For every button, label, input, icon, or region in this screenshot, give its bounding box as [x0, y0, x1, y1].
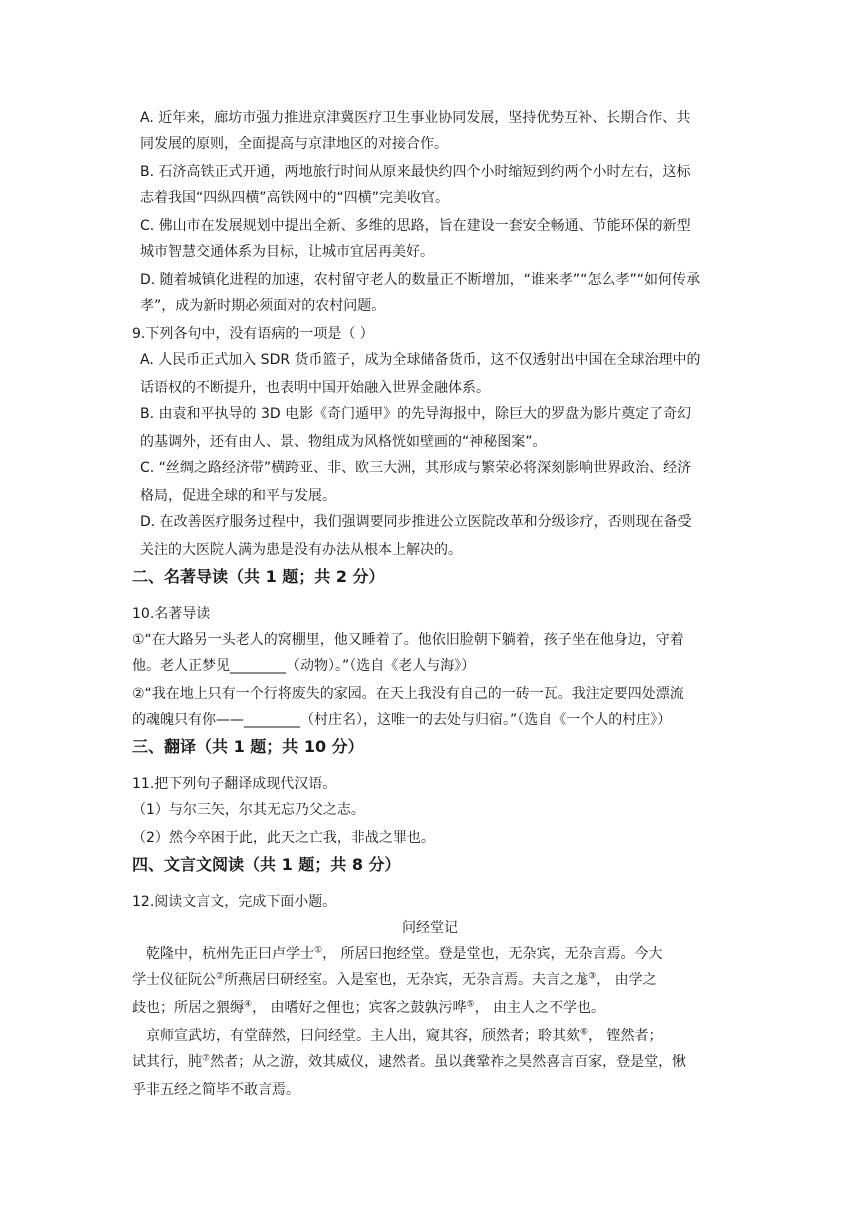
- q9-option-d-line2: 关注的大医院人满为患是没有办法从根本上解决的。: [140, 542, 462, 558]
- q8-option-c-line2: 城市智慧交通体系为目标，让城市宜居再美好。: [140, 244, 434, 260]
- footnote-marker-3: ③: [588, 971, 597, 982]
- passage-p2-line1: [146, 1026, 663, 1046]
- q8-option-b-line1: B. 石济高铁正式开通，两地旅行时间从原来最快约四个小时缩短到约两个小时左右，这标: [140, 164, 691, 180]
- footnote-marker-5: ⑤: [466, 999, 475, 1010]
- passage-p1-line1: [146, 944, 663, 964]
- passage-text: ， 铿然者；: [588, 1028, 663, 1044]
- q9-option-c-line1: C. “丝绸之路经济带”横跨亚、非、欧三大洲，其形成与繁荣必将深刻影响世界政治、经济: [140, 460, 692, 476]
- passage-text: ， 所居曰抱经堂。登是堂也，无杂宾，无杂言焉。今大: [322, 946, 663, 962]
- q9-option-c-line2: 格局，促进全球的和平与发展。: [140, 488, 336, 504]
- section-heading-2: 二、名著导读（共 1 题；共 2 分）: [132, 567, 385, 586]
- q9-option-b-line1: B. 由袁和平执导的 3D 电影《奇门遁甲》的先导海报中，除巨大的罗盘为影片奠定了奇幻: [140, 406, 692, 422]
- passage-title: 问经堂记: [402, 920, 458, 936]
- passage-text: ， 由学之: [596, 972, 657, 988]
- passage-text: ， 由主人之不学也。: [474, 1000, 606, 1016]
- passage-text: 乾隆中，杭州先正曰卢学士: [146, 946, 314, 962]
- footnote-marker-7: ⑦: [202, 1053, 211, 1064]
- q9-option-a-line2: 话语权的不断提升，也表明中国开始融入世界金融体系。: [140, 380, 490, 396]
- q11-stem: 11.把下列句子翻译成现代汉语。: [132, 776, 337, 792]
- q10-item2-line1: ②“我在地上只有一个行将废失的家园。在天上我没有自己的一砖一瓦。我注定要四处漂流: [132, 686, 684, 702]
- q9-option-b-line2: 的基调外，还有由人、景、物组成为风格恍如壁画的“神秘图案”。: [140, 434, 547, 450]
- section-heading-4: 四、文言文阅读（共 1 题；共 8 分）: [132, 855, 401, 874]
- q9-option-d-line1: D. 在改善医疗服务过程中，我们强调要同步推进公立医院改革和分级诊疗，否则现在备受: [140, 514, 692, 530]
- footnote-marker-2: ②: [216, 971, 225, 982]
- q11-sentence-2: （2）然今卒困于此，此天之亡我，非战之罪也。: [132, 830, 435, 846]
- footnote-marker-6: ⑥: [580, 1027, 589, 1038]
- passage-text: 歧也；所居之猥缛: [132, 1000, 244, 1016]
- q8-option-b-line2: 志着我国“四纵四横”高铁网中的“四横”完美收官。: [140, 190, 450, 206]
- q9-option-a-line1: A. 人民币正式加入 SDR 货币篮子，成为全球储备货币，这不仅透射出中国在全球治理中的: [140, 352, 701, 368]
- q8-option-a-line2: 同发展的原则，全面提高与京津地区的对接合作。: [140, 136, 448, 152]
- passage-text: ， 由嗜好之俚也；宾客之鼓孰污哗: [252, 1000, 467, 1016]
- passage-p1-line3: [132, 998, 605, 1018]
- q12-stem: 12.阅读文言文，完成下面小题。: [132, 894, 337, 910]
- footnote-marker-4: ④: [244, 999, 253, 1010]
- passage-p2-line2: [132, 1052, 686, 1072]
- passage-text: 京师宣武坊，有堂薛然，曰问经堂。主人出，窥其容，颀然者；聆其欬: [146, 1028, 580, 1044]
- passage-p2-line3: 乎非五经之简毕不敢言焉。: [132, 1082, 300, 1098]
- q8-option-d-line2: 孝”，成为新时期必须面对的农村问题。: [140, 298, 386, 314]
- passage-text: 然者；从之游，效其威仪，逮然者。虽以龚鞏祚之昊然喜言百家，登是堂，愀: [210, 1054, 687, 1070]
- q10-item2-line2: 的魂魄只有你——________（村庄名），这唯一的去处与归宿。”（选自《一个人的村庄》）: [132, 712, 672, 728]
- q8-option-c-line1: C. 佛山市在发展规划中提出全新、多维的思路，旨在建设一套安全畅通、节能环保的新型: [140, 218, 691, 234]
- q8-option-a-line1: A. 近年来，廊坊市强力推进京津冀医疗卫生事业协同发展，坚持优势互补、长期合作、共: [140, 110, 691, 126]
- section-heading-3: 三、翻译（共 1 题；共 10 分）: [132, 737, 364, 756]
- q8-option-d-line1: D. 随着城镇化进程的加速，农村留守老人的数量正不断增加，“谁来孝”“怎么孝”“如何传承: [140, 272, 700, 288]
- q10-item1-line2: 他。老人正梦见________（动物）。”（选自《老人与海》）: [132, 658, 476, 674]
- q10-item1-line1: ①“在大路另一头老人的窝棚里，他又睡着了。他依旧脸朝下躺着，孩子坐在他身边，守着: [132, 632, 684, 648]
- passage-text: 所燕居曰研经室。入是室也，无杂宾，无杂言焉。夫言之尨: [224, 972, 589, 988]
- passage-text: 学士仪征阮公: [132, 972, 216, 988]
- passage-text: 试其行，肫: [132, 1054, 202, 1070]
- q9-stem: 9.下列各句中，没有语病的一项是（ ）: [132, 326, 374, 342]
- footnote-marker-1: ①: [314, 945, 323, 956]
- q10-stem: 10.名著导读: [132, 606, 211, 622]
- q11-sentence-1: （1）与尔三矢，尔其无忘乃父之志。: [132, 802, 365, 818]
- passage-p1-line2: [132, 970, 657, 990]
